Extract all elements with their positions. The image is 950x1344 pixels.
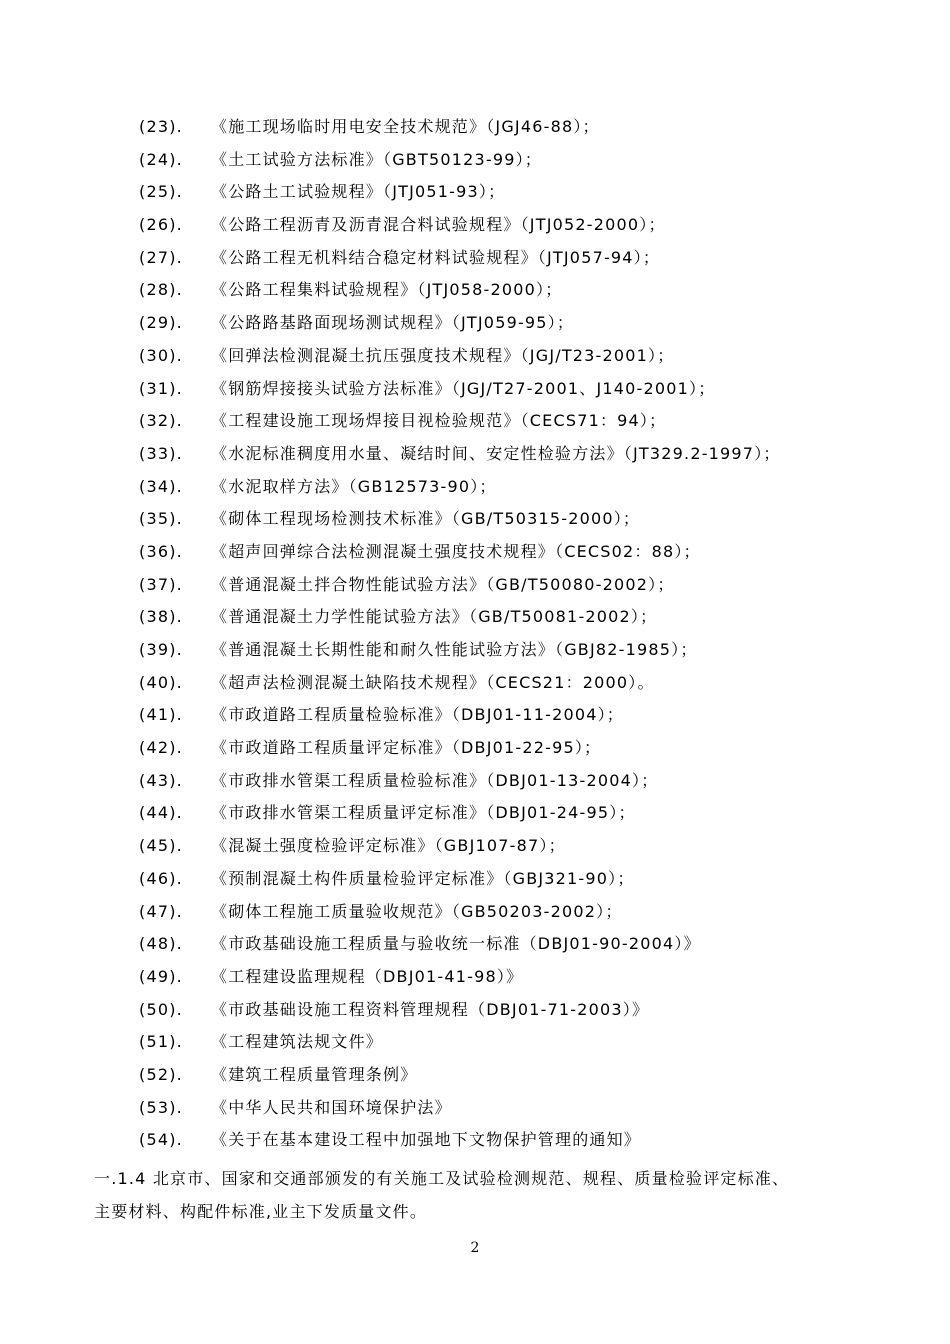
item-number: (39).: [139, 640, 183, 659]
item-number: (25).: [139, 182, 183, 202]
list-item: [139, 176, 859, 209]
item-text: 《钢筋焊接接头试验方法标准》（JGJ/T27-2001、J140-2001）；: [211, 378, 716, 398]
item-text: 《中华人民共和国环境保护法》: [211, 1097, 452, 1117]
standards-list: [139, 111, 859, 1157]
item-number: (34).: [139, 476, 183, 496]
item-number: (41).: [139, 705, 183, 725]
item-text: 《砌体工程施工质量验收规范》（GB50203-2002）；: [211, 901, 623, 921]
list-item: [139, 340, 859, 373]
item-text: 《砌体工程现场检测技术标准》（GB/T50315-2000）；: [211, 509, 641, 529]
list-item: [139, 994, 859, 1027]
item-text: 《普通混凝土长期性能和耐久性能试验方法》（GBJ82-1985）；: [211, 640, 698, 659]
item-number: (32).: [139, 411, 183, 431]
item-number: (45).: [139, 836, 183, 856]
paragraph-line: 一.1.4 北京市、国家和交通部颁发的有关施工及试验检测规范、规程、质量检验评定标准、: [94, 1169, 790, 1188]
list-item: [139, 765, 859, 798]
item-text: 《关于在基本建设工程中加强地下文物保护管理的通知》: [211, 1130, 642, 1150]
list-item: [139, 405, 859, 438]
item-number: (33).: [139, 443, 183, 463]
item-number: (36).: [139, 541, 183, 561]
list-item: [139, 699, 859, 732]
list-item: [139, 307, 859, 340]
item-text: 《公路土工试验规程》（JTJ051-93）；: [211, 182, 506, 202]
item-text: 《市政基础设施工程质量与验收统一标准（DBJ01-90-2004）》: [211, 934, 701, 954]
item-number: (48).: [139, 934, 183, 954]
item-text: 《工程建设监理规程（DBJ01-41-98）》: [211, 966, 524, 986]
item-number: (23).: [139, 117, 183, 136]
list-item: [139, 601, 859, 634]
list-item: [139, 667, 859, 700]
item-number: (38).: [139, 607, 183, 627]
list-item: [139, 863, 859, 896]
item-text: 《公路工程无机料结合稳定材料试验规程》（JTJ057-94）；: [211, 247, 661, 267]
list-item: [139, 928, 859, 961]
item-number: (24).: [139, 149, 183, 169]
item-number: (50).: [139, 999, 183, 1019]
list-item: [139, 1124, 859, 1157]
item-text: 《建筑工程质量管理条例》: [211, 1064, 418, 1084]
item-text: 《公路工程沥青及沥青混合料试验规程》（JTJ052-2000）；: [211, 215, 666, 235]
list-item: [139, 373, 859, 406]
item-number: (40).: [139, 672, 183, 692]
item-number: (28).: [139, 280, 183, 300]
item-number: (46).: [139, 868, 183, 888]
item-text: 《混凝土强度检验评定标准》（GBJ107-87）；: [211, 836, 566, 856]
list-item: [139, 274, 859, 307]
list-item: [139, 438, 859, 471]
item-text: 《预制混凝土构件质量检验评定标准》（GBJ321-90）；: [211, 868, 635, 888]
list-item: [139, 209, 859, 242]
item-number: (35).: [139, 509, 183, 529]
list-item: [139, 144, 859, 177]
list-item: [139, 1059, 859, 1092]
item-text: 《水泥标准稠度用水量、凝结时间、安定性检验方法》（JT329.2-1997）；: [211, 443, 781, 463]
item-text: 《工程建筑法规文件》: [211, 1032, 384, 1052]
item-number: (44).: [139, 803, 183, 823]
item-number: (31).: [139, 378, 183, 398]
page-number: 2: [470, 1240, 480, 1256]
list-item: [139, 634, 859, 667]
item-number: (42).: [139, 738, 183, 758]
item-number: (27).: [139, 247, 183, 267]
item-text: 《超声回弹综合法检测混凝土强度技术规程》（CECS02：88）；: [211, 541, 701, 561]
list-item: [139, 961, 859, 994]
item-text: 《工程建设施工现场焊接目视检验规范》（CECS71：94）；: [211, 411, 667, 431]
list-item: [139, 569, 859, 602]
item-number: (51).: [139, 1032, 183, 1052]
item-number: (49).: [139, 966, 183, 986]
list-item: [139, 1092, 859, 1125]
item-number: (43).: [139, 770, 183, 790]
list-item: [139, 896, 859, 929]
item-number: (37).: [139, 574, 183, 594]
item-text: 《市政排水管渠工程质量检验标准》（DBJ01-13-2004）；: [211, 770, 659, 790]
item-text: 《超声法检测混凝土缺陷技术规程》（CECS21：2000）。: [211, 672, 655, 692]
list-item: [139, 797, 859, 830]
item-number: (29).: [139, 313, 183, 333]
list-item: [139, 732, 859, 765]
paragraph-line: 主要材料、构配件标准,业主下发质量文件。: [94, 1202, 428, 1221]
list-item: [139, 242, 859, 275]
item-text: 《市政道路工程质量检验标准》（DBJ01-11-2004）；: [211, 705, 625, 725]
item-text: 《公路路基路面现场测试规程》（JTJ059-95）；: [211, 313, 575, 333]
item-text: 《普通混凝土力学性能试验方法》（GB/T50081-2002）；: [211, 607, 658, 627]
item-number: (53).: [139, 1097, 183, 1117]
list-item: [139, 471, 859, 504]
item-text: 《市政基础设施工程资料管理规程（DBJ01-71-2003）》: [211, 999, 650, 1019]
item-text: 《土工试验方法标准》（GBT50123-99）；: [211, 149, 542, 169]
item-text: 《市政排水管渠工程质量评定标准》（DBJ01-24-95）；: [211, 803, 636, 823]
list-item: [139, 536, 859, 569]
item-text: 《市政道路工程质量评定标准》（DBJ01-22-95）；: [211, 738, 602, 758]
item-number: (26).: [139, 215, 183, 235]
list-item: [139, 111, 859, 144]
list-item: [139, 1026, 859, 1059]
item-number: (30).: [139, 345, 183, 365]
section-paragraph: [94, 1162, 864, 1228]
item-text: 《公路工程集料试验规程》（JTJ058-2000）；: [211, 280, 563, 300]
item-number: (47).: [139, 901, 183, 921]
item-text: 《回弹法检测混凝土抗压强度技术规程》（JGJ/T23-2001）；: [211, 345, 675, 365]
item-text: 《水泥取样方法》（GB12573-90）；: [211, 476, 497, 496]
item-number: (52).: [139, 1064, 183, 1084]
item-text: 《普通混凝土拌合物性能试验方法》（GB/T50080-2002）；: [211, 574, 675, 594]
item-number: (54).: [139, 1130, 183, 1150]
item-text: 《施工现场临时用电安全技术规范》（JGJ46-88）；: [211, 117, 600, 136]
list-item: [139, 830, 859, 863]
list-item: [139, 503, 859, 536]
